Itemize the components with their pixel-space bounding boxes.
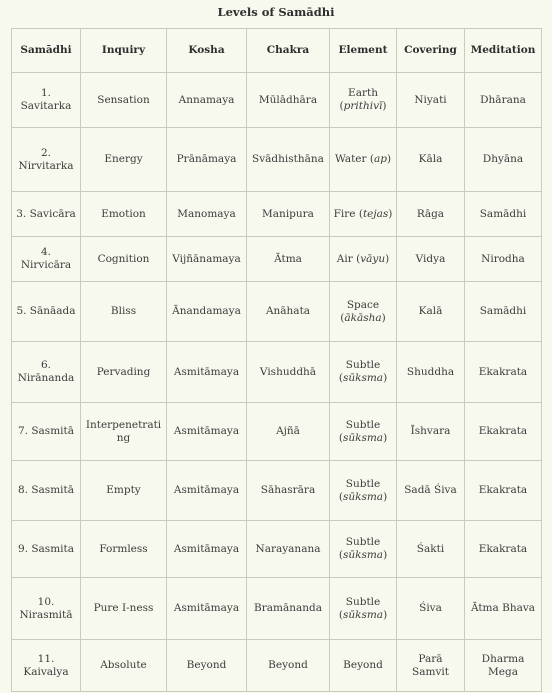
cell-chakra: Vishuddhā	[247, 342, 330, 403]
cell-covering: Parā Samvit	[397, 640, 465, 692]
column-header: Meditation	[465, 29, 542, 73]
element-name: Water	[334, 153, 367, 165]
cell-element: Subtle (sūksma)	[330, 342, 397, 403]
table-row	[12, 521, 542, 578]
table-row	[12, 237, 542, 282]
column-header: Kosha	[167, 29, 247, 73]
element-name: Air	[336, 252, 353, 265]
cell-element: Subtle (sūksma)	[330, 403, 397, 461]
table-row	[12, 403, 542, 461]
cell-meditation: Ātma Bhava	[465, 578, 542, 640]
column-header: Samādhi	[12, 29, 81, 73]
cell-inquiry: Energy	[81, 128, 167, 192]
cell-kosha: Manomaya	[167, 192, 247, 237]
table-row	[12, 128, 542, 192]
cell-kosha: Asmitāmaya	[167, 521, 247, 578]
element-name: Fire	[333, 207, 356, 220]
table-row	[12, 282, 542, 342]
cell-element: Earth (prithivī)	[330, 73, 397, 128]
cell-chakra: Bramānanda	[247, 578, 330, 640]
table-row	[12, 73, 542, 128]
cell-covering: Śakti	[397, 521, 465, 578]
cell-inquiry: Bliss	[81, 282, 167, 342]
cell-meditation: Ekakrata	[465, 342, 542, 403]
cell-covering: Shuddha	[397, 342, 465, 403]
element-name: Subtle	[345, 477, 381, 490]
table-title: Levels of Samādhi	[217, 5, 335, 19]
cell-covering: Vidya	[397, 237, 465, 282]
column-header: Element	[330, 29, 397, 73]
cell-element: Subtle (sūksma)	[330, 461, 397, 521]
cell-inquiry: Cognition	[81, 237, 167, 282]
cell-covering: Kāla	[397, 128, 465, 192]
element-name: Space	[346, 298, 380, 311]
cell-meditation: Ekakrata	[465, 403, 542, 461]
table-row	[12, 640, 542, 692]
element-name: Subtle	[345, 536, 381, 548]
cell-chakra: Svādhisthāna	[247, 128, 330, 192]
element-name: Subtle	[345, 418, 381, 431]
column-header: Inquiry	[81, 29, 167, 73]
element-name: Subtle	[345, 359, 381, 371]
table-row	[12, 192, 542, 237]
cell-inquiry: Absolute	[81, 640, 167, 692]
element-sanskrit: ākāsha	[344, 311, 382, 324]
cell-covering: Niyati	[397, 73, 465, 128]
cell-meditation: Samādhi	[465, 192, 542, 237]
cell-kosha: Vijñānamaya	[167, 237, 247, 282]
cell-meditation: Nirodha	[465, 237, 542, 282]
cell-chakra: Narayanana	[247, 521, 330, 578]
cell-samadhi: 9. Sasmita	[12, 521, 81, 578]
cell-meditation: Samādhi	[465, 282, 542, 342]
cell-covering: Rāga	[397, 192, 465, 237]
cell-samadhi: 2. Nirvitarka	[12, 128, 81, 192]
cell-kosha: Asmitāmaya	[167, 578, 247, 640]
cell-samadhi: 7. Sasmitā	[12, 403, 81, 461]
cell-samadhi: 10. Nirasmitā	[12, 578, 81, 640]
cell-samadhi: 5. Sānāada	[12, 282, 81, 342]
cell-covering: Kalā	[397, 282, 465, 342]
cell-inquiry: Formless	[81, 521, 167, 578]
cell-samadhi: 11. Kaivalya	[12, 640, 81, 692]
cell-samadhi: 3. Savicāra	[12, 192, 81, 237]
cell-inquiry: Empty	[81, 461, 167, 521]
cell-kosha: Ānandamaya	[167, 282, 247, 342]
cell-covering: Sadā Śiva	[397, 461, 465, 521]
cell-kosha: Annamaya	[167, 73, 247, 128]
cell-covering: Śiva	[397, 578, 465, 640]
header-row	[12, 29, 542, 73]
cell-element: Subtle (sūksma)	[330, 578, 397, 640]
cell-covering: Īshvara	[397, 403, 465, 461]
element-sanskrit: ap	[373, 153, 387, 165]
element-sanskrit: sūksma	[342, 490, 384, 503]
samadhi-levels-table	[11, 28, 542, 692]
cell-inquiry: Sensation	[81, 73, 167, 128]
element-name: Beyond	[343, 659, 383, 671]
cell-element: Subtle (sūksma)	[330, 521, 397, 578]
column-header: Chakra	[247, 29, 330, 73]
cell-element: Space (ākāsha)	[330, 282, 397, 342]
cell-inquiry: Emotion	[81, 192, 167, 237]
cell-chakra: Manipura	[247, 192, 330, 237]
cell-chakra: Anāhata	[247, 282, 330, 342]
cell-meditation: Dhyāna	[465, 128, 542, 192]
cell-kosha: Asmitāmaya	[167, 403, 247, 461]
element-sanskrit: sūksma	[342, 372, 384, 384]
element-sanskrit: prithivī	[343, 100, 383, 112]
cell-meditation: Dhārana	[465, 73, 542, 128]
cell-chakra: Ātma	[247, 237, 330, 282]
cell-meditation: Dharma Mega	[465, 640, 542, 692]
cell-element: Water (ap)	[330, 128, 397, 192]
element-sanskrit: vāyu	[360, 252, 386, 265]
element-sanskrit: sūksma	[342, 549, 384, 561]
cell-kosha: Prānāmaya	[167, 128, 247, 192]
element-name: Subtle	[345, 595, 381, 608]
cell-inquiry: Interpenetrating	[81, 403, 167, 461]
element-sanskrit: tejas	[362, 207, 389, 220]
cell-inquiry: Pervading	[81, 342, 167, 403]
cell-samadhi: 4. Nirvicāra	[12, 237, 81, 282]
cell-meditation: Ekakrata	[465, 461, 542, 521]
cell-element: Air (vāyu)	[330, 237, 397, 282]
column-header: Covering	[397, 29, 465, 73]
table-row	[12, 342, 542, 403]
cell-chakra: Sāhasrāra	[247, 461, 330, 521]
element-sanskrit: sūksma	[342, 608, 384, 621]
cell-kosha: Asmitāmaya	[167, 461, 247, 521]
cell-kosha: Beyond	[167, 640, 247, 692]
cell-samadhi: 8. Sasmitā	[12, 461, 81, 521]
element-name: Earth	[348, 87, 378, 99]
cell-chakra: Mūlādhāra	[247, 73, 330, 128]
table-row	[12, 461, 542, 521]
cell-element	[330, 640, 397, 692]
cell-kosha: Asmitāmaya	[167, 342, 247, 403]
cell-chakra: Beyond	[247, 640, 330, 692]
cell-inquiry: Pure I-ness	[81, 578, 167, 640]
element-sanskrit: sūksma	[342, 431, 384, 444]
table-row	[12, 578, 542, 640]
cell-chakra: Ajñā	[247, 403, 330, 461]
cell-samadhi: 6. Nirānanda	[12, 342, 81, 403]
cell-meditation: Ekakrata	[465, 521, 542, 578]
cell-element: Fire (tejas)	[330, 192, 397, 237]
cell-samadhi: 1. Savitarka	[12, 73, 81, 128]
